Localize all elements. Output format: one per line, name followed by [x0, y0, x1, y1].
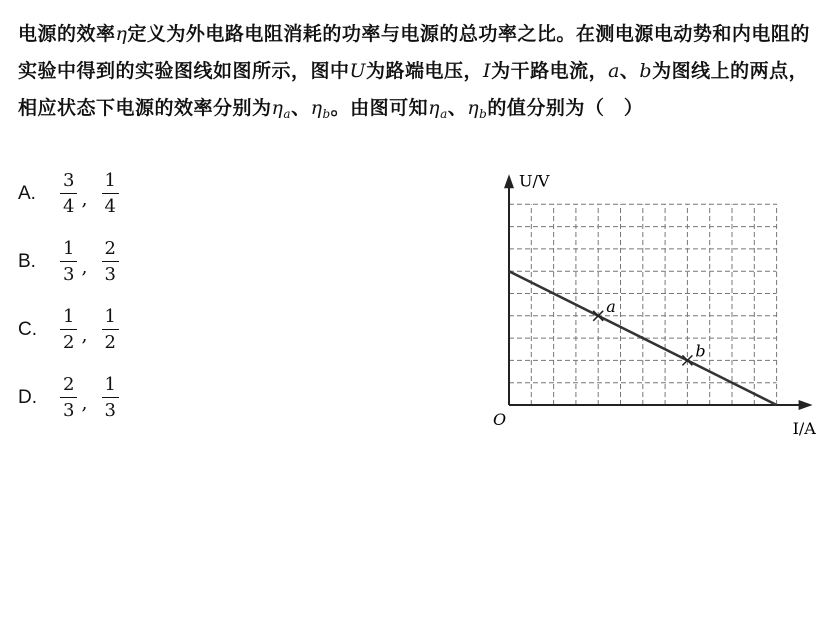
eta-a: $\eta_a$	[271, 97, 292, 121]
grid	[509, 204, 777, 405]
symbol-u: U	[349, 60, 367, 82]
point-a-label: a	[606, 296, 616, 316]
option-letter: B.	[18, 251, 36, 272]
option-letter: C.	[18, 319, 37, 340]
eta-b-2: $\eta_b$	[467, 97, 488, 121]
option-letter: D.	[18, 387, 37, 408]
fraction: $\frac{1}{2}$	[102, 306, 119, 354]
symbol-i: I	[483, 60, 492, 82]
eta-b: $\eta_b$	[310, 97, 331, 121]
point-b-label: b	[695, 341, 706, 361]
option-c[interactable]: C. $\frac{1}{2}$ , $\frac{1}{2}$	[18, 306, 119, 354]
symbol-a: a	[608, 60, 620, 82]
eta-a-2: $\eta_a$	[428, 97, 448, 121]
option-a[interactable]: A. $\frac{3}{4}$ , $\frac{1}{4}$	[18, 170, 119, 218]
option-letter: A.	[18, 183, 36, 204]
option-b[interactable]: B. $\frac{1}{3}$ , $\frac{2}{3}$	[18, 238, 119, 286]
symbol-b: b	[639, 60, 653, 82]
fraction: $\frac{2}{3}$	[60, 374, 77, 422]
origin-label: O	[493, 410, 507, 429]
x-axis-arrow	[799, 400, 813, 410]
fraction: $\frac{1}{4}$	[102, 170, 119, 218]
y-axis-label: U/V	[519, 171, 550, 191]
question-text: 电源的效率η定义为外电路电阻消耗的功率与电源的总功率之比。在测电源电动势和内电阻的实验中得到的实验图线如图所示，图中U为路端电压，I为干路电流，a、b为图线上的两点，相应状态下电源的效率分别为$\eta_a$、$\eta_b$。由图可知$\eta_a$、$\eta_b$的值分别为（ ）	[18, 23, 810, 121]
y-axis-arrow	[504, 174, 514, 188]
fraction: $\frac{1}{2}$	[60, 306, 77, 354]
option-d[interactable]: D. $\frac{2}{3}$ , $\frac{1}{3}$	[18, 374, 119, 422]
fraction: $\frac{3}{4}$	[60, 170, 77, 218]
fraction: $\frac{1}{3}$	[60, 238, 77, 286]
x-axis-label: I/A	[792, 419, 816, 438]
fraction: $\frac{2}{3}$	[102, 238, 119, 286]
fraction: $\frac{1}{3}$	[102, 374, 119, 422]
symbol-eta: η	[115, 23, 128, 45]
